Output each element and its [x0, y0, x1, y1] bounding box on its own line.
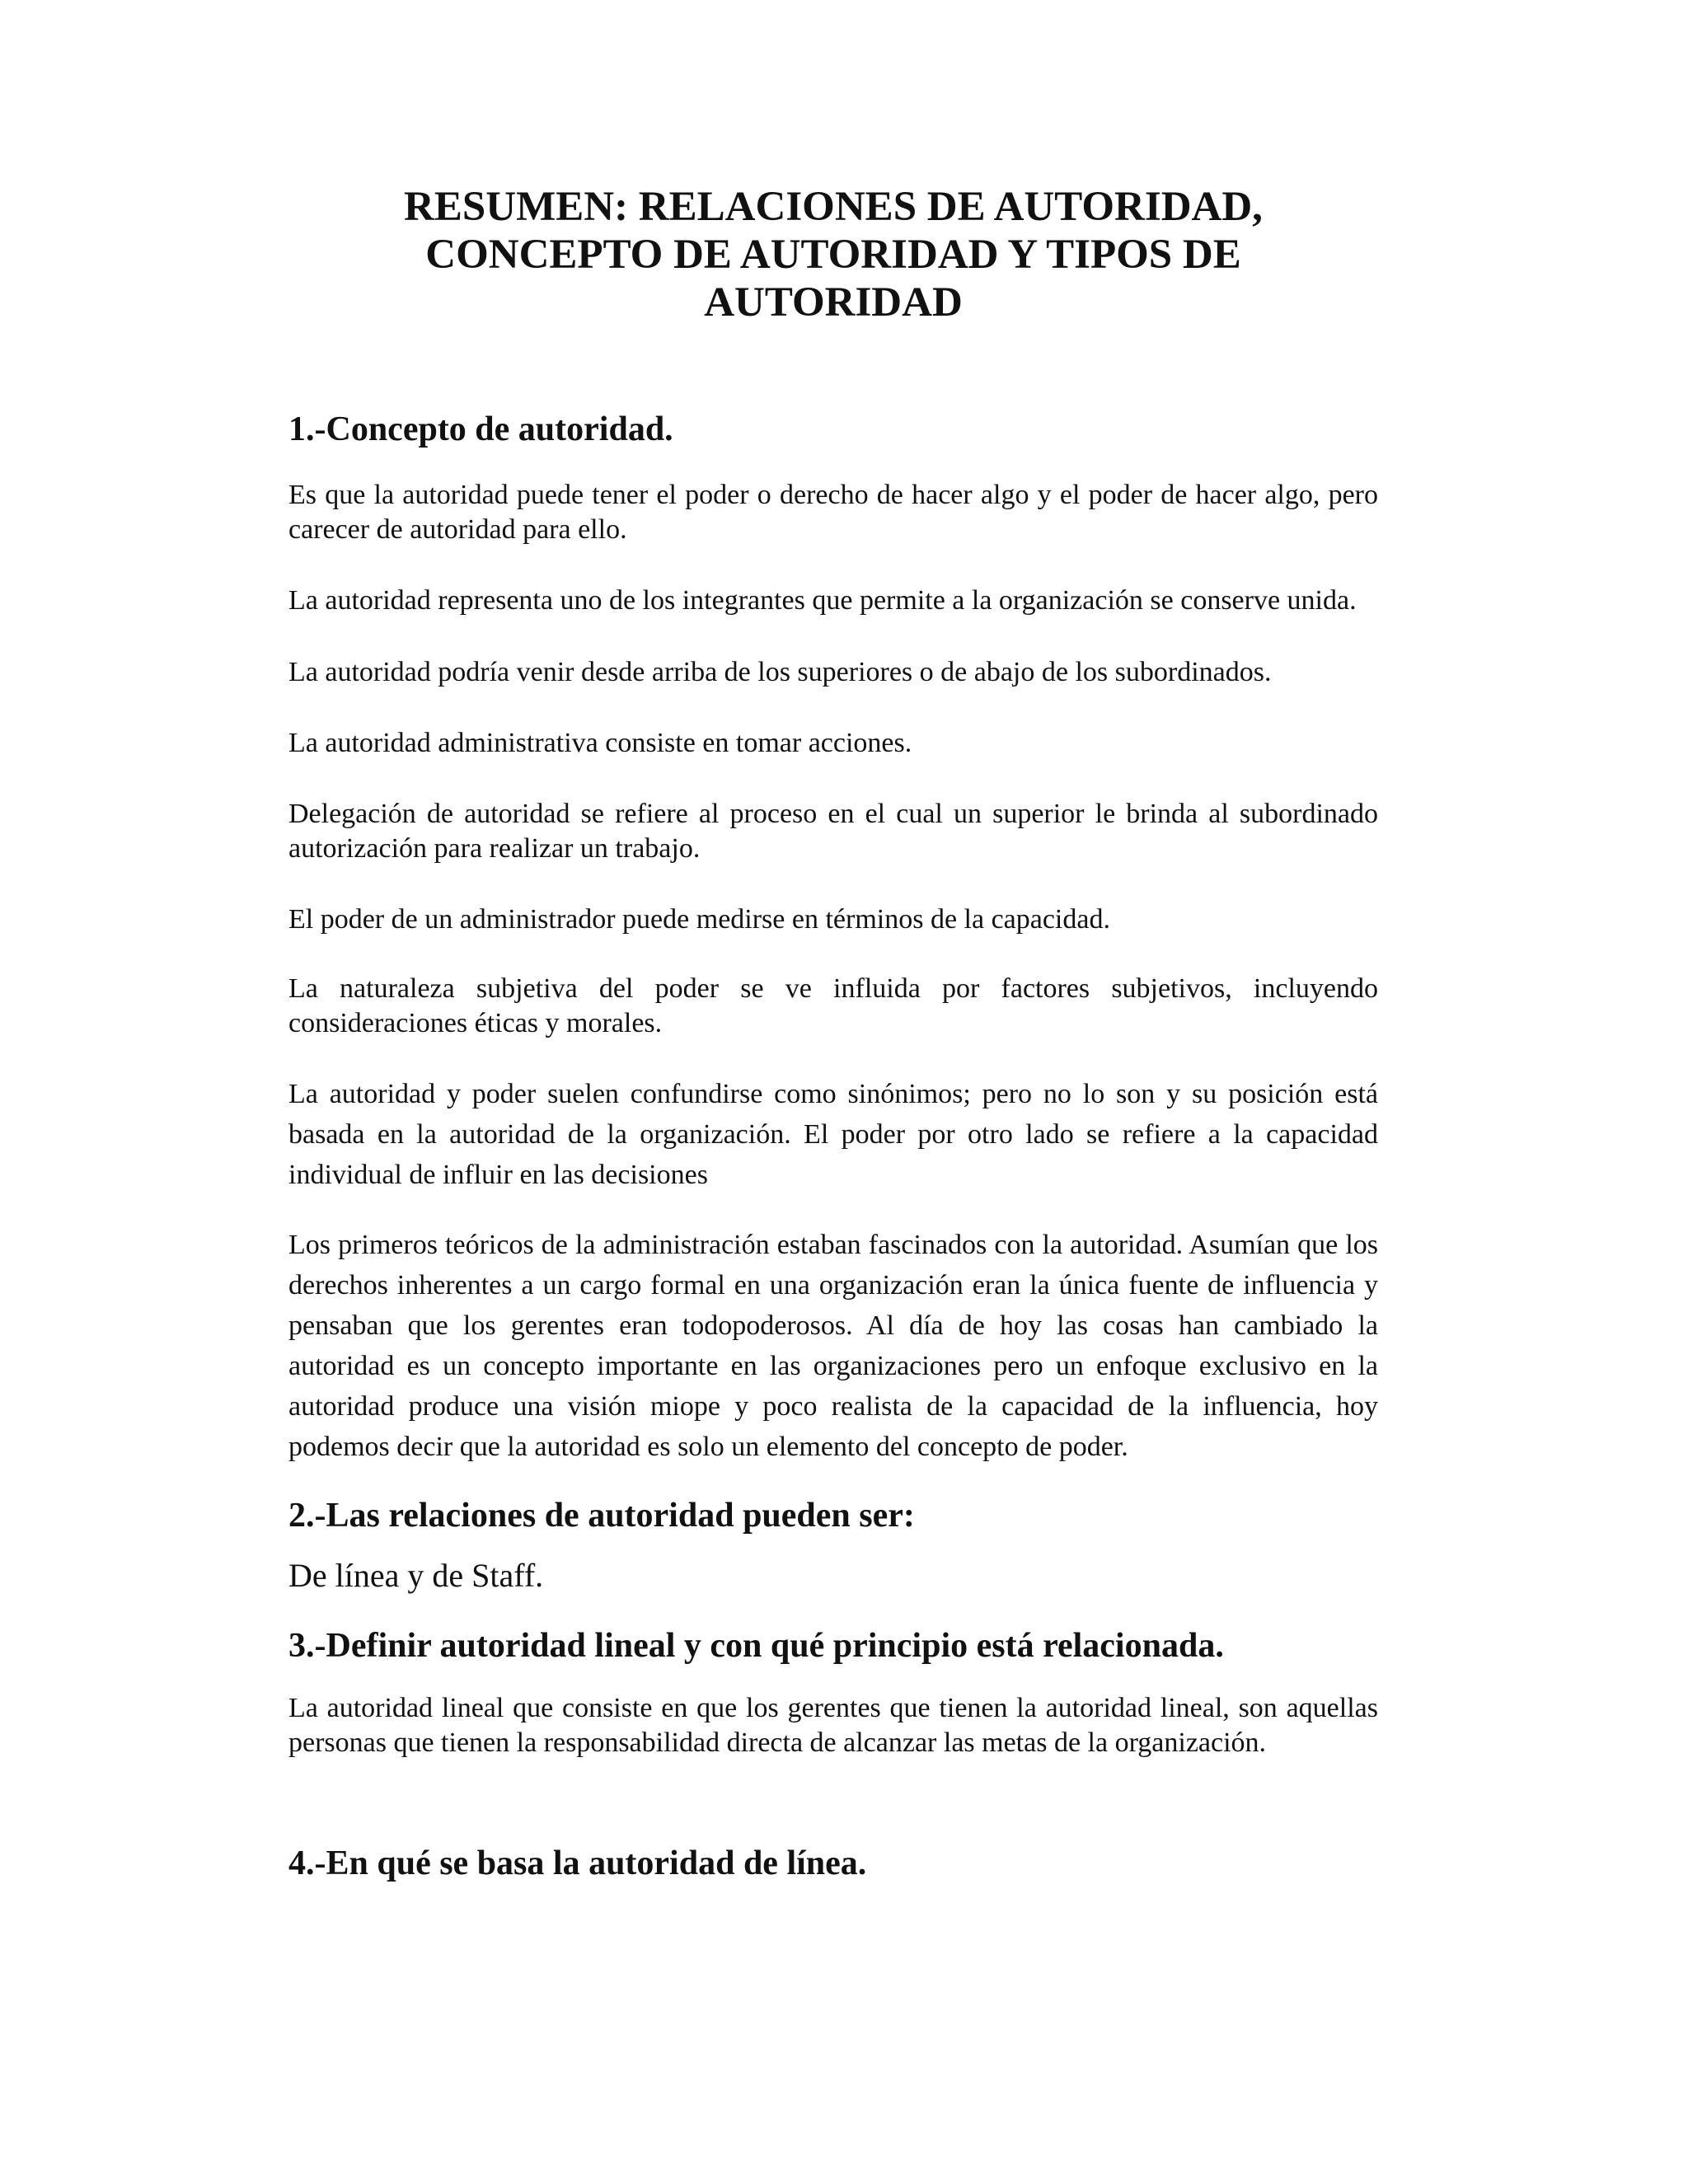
- paragraph: Los primeros teóricos de la administración estaban fascinados con la autoridad. Asumían que los derechos inherentes a un cargo formal en una organización eran la única fuente de influencia y pensaban que los gerentes eran todopoderosos. Al día de hoy las cosas han cambiado la autoridad es un concepto importante en las organizaciones pero un enfoque exclusivo en la autoridad produce una visión miope y poco realista de la capacidad de la influencia, hoy podemos decir que la autoridad es solo un elemento del concepto de poder.: [288, 1230, 1378, 1462]
- document-title: RESUMEN: RELACIONES DE AUTORIDAD, CONCEPTO DE AUTORIDAD Y TIPOS DE AUTORIDAD: [404, 184, 1263, 326]
- paragraph: El poder de un administrador puede medirse en términos de la capacidad.: [288, 904, 1110, 935]
- paragraph: La autoridad administrativa consiste en tomar acciones.: [288, 728, 912, 758]
- paragraph: La naturaleza subjetiva del poder se ve influida por factores subjetivos, incluyendo consideraciones éticas y morales.: [288, 973, 1378, 1038]
- paragraph: Es que la autoridad puede tener el poder o derecho de hacer algo y el poder de hacer algo, pero carecer de autoridad para ello.: [288, 480, 1378, 545]
- paragraph: La autoridad podría venir desde arriba de los superiores o de abajo de los subordinados.: [288, 657, 1272, 687]
- paragraph: Delegación de autoridad se refiere al proceso en el cual un superior le brinda al subordinado autorización para realizar un trabajo.: [288, 799, 1378, 864]
- section-heading-autoridad-lineal: 3.-Definir autoridad lineal y con qué principio está relacionada.: [288, 1627, 1224, 1665]
- section-heading-autoridad-de-linea: 4.-En qué se basa la autoridad de línea.: [288, 1844, 867, 1882]
- paragraph: La autoridad representa uno de los integrantes que permite a la organización se conserve unida.: [288, 585, 1357, 616]
- document-body: [288, 183, 1378, 1884]
- section-heading-relaciones: 2.-Las relaciones de autoridad pueden ser:: [288, 1497, 915, 1535]
- paragraph: La autoridad y poder suelen confundirse como sinónimos; pero no lo son y su posición está basada en la autoridad de la organización. El poder por otro lado se refiere a la capacidad individual de influir en las decisiones: [288, 1079, 1378, 1190]
- section-heading-concepto: 1.-Concepto de autoridad.: [288, 410, 673, 448]
- paragraph: De línea y de Staff.: [288, 1557, 544, 1594]
- paragraph: La autoridad lineal que consiste en que los gerentes que tienen la autoridad lineal, son aquellas personas que tienen la responsabilidad directa de alcanzar las metas de la organización.: [288, 1693, 1378, 1758]
